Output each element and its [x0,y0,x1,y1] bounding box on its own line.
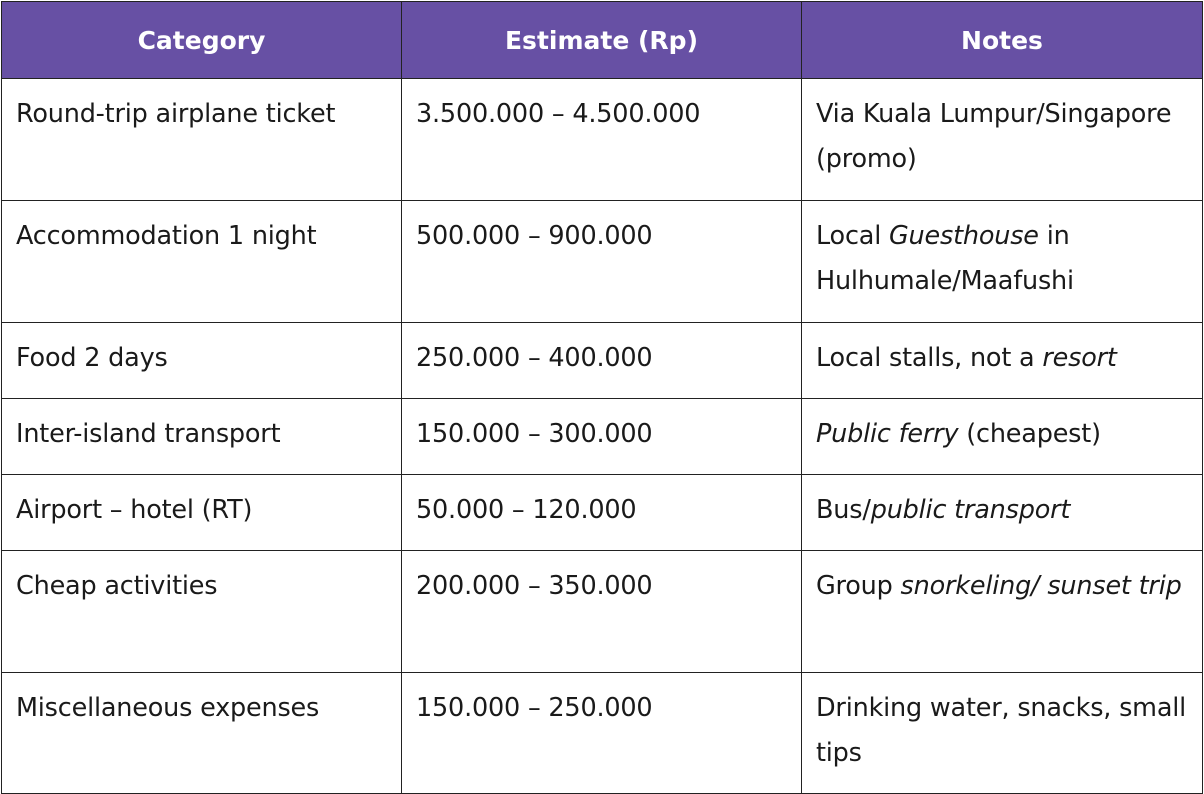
notes-text-italic: resort [1042,343,1117,373]
table-row [2,79,1203,201]
category-cell: Cheap activities [2,551,402,673]
estimate-cell: 200.000 – 350.000 [402,551,802,673]
table-row [2,551,1203,673]
category-cell: Miscellaneous expenses [2,673,402,794]
estimate-cell: 500.000 – 900.000 [402,201,802,323]
notes-cell [802,551,1203,673]
notes-text-italic: Guesthouse [889,221,1039,251]
notes-text: Local [816,221,889,251]
category-cell: Food 2 days [2,323,402,399]
notes-text: Drinking water, snacks, small tips [816,693,1187,768]
estimate-cell: 150.000 – 250.000 [402,673,802,794]
category-cell: Round-trip airplane ticket [2,79,402,201]
notes-text-italic: snorkeling/ sunset trip [900,571,1182,601]
notes-text: (cheapest) [958,419,1101,449]
notes-text: Bus/ [816,495,871,525]
estimate-cell: 3.500.000 – 4.500.000 [402,79,802,201]
notes-cell [802,399,1203,475]
table-row [2,673,1203,794]
table-row [2,201,1203,323]
notes-cell [802,673,1203,794]
estimate-cell: 250.000 – 400.000 [402,323,802,399]
notes-cell [802,201,1203,323]
notes-text: Via Kuala Lumpur/Singapore (promo) [816,99,1172,174]
notes-cell [802,79,1203,201]
header-notes: Notes [802,2,1203,79]
header-row [2,2,1203,79]
notes-text-italic: Public ferry [816,419,959,449]
category-cell: Airport – hotel (RT) [2,475,402,551]
table-row [2,399,1203,475]
header-estimate: Estimate (Rp) [402,2,802,79]
table-row [2,323,1203,399]
category-cell: Inter-island transport [2,399,402,475]
header-category: Category [2,2,402,79]
notes-cell [802,323,1203,399]
notes-text-italic: public transport [870,495,1071,525]
estimate-cell: 50.000 – 120.000 [402,475,802,551]
notes-text: in Hulhumale/Maafushi [816,221,1074,296]
notes-text: Local stalls, not a [816,343,1043,373]
notes-cell [802,475,1203,551]
table-row [2,475,1203,551]
estimate-cell: 150.000 – 300.000 [402,399,802,475]
notes-text: Group [816,571,901,601]
budget-table [1,1,1203,794]
category-cell: Accommodation 1 night [2,201,402,323]
